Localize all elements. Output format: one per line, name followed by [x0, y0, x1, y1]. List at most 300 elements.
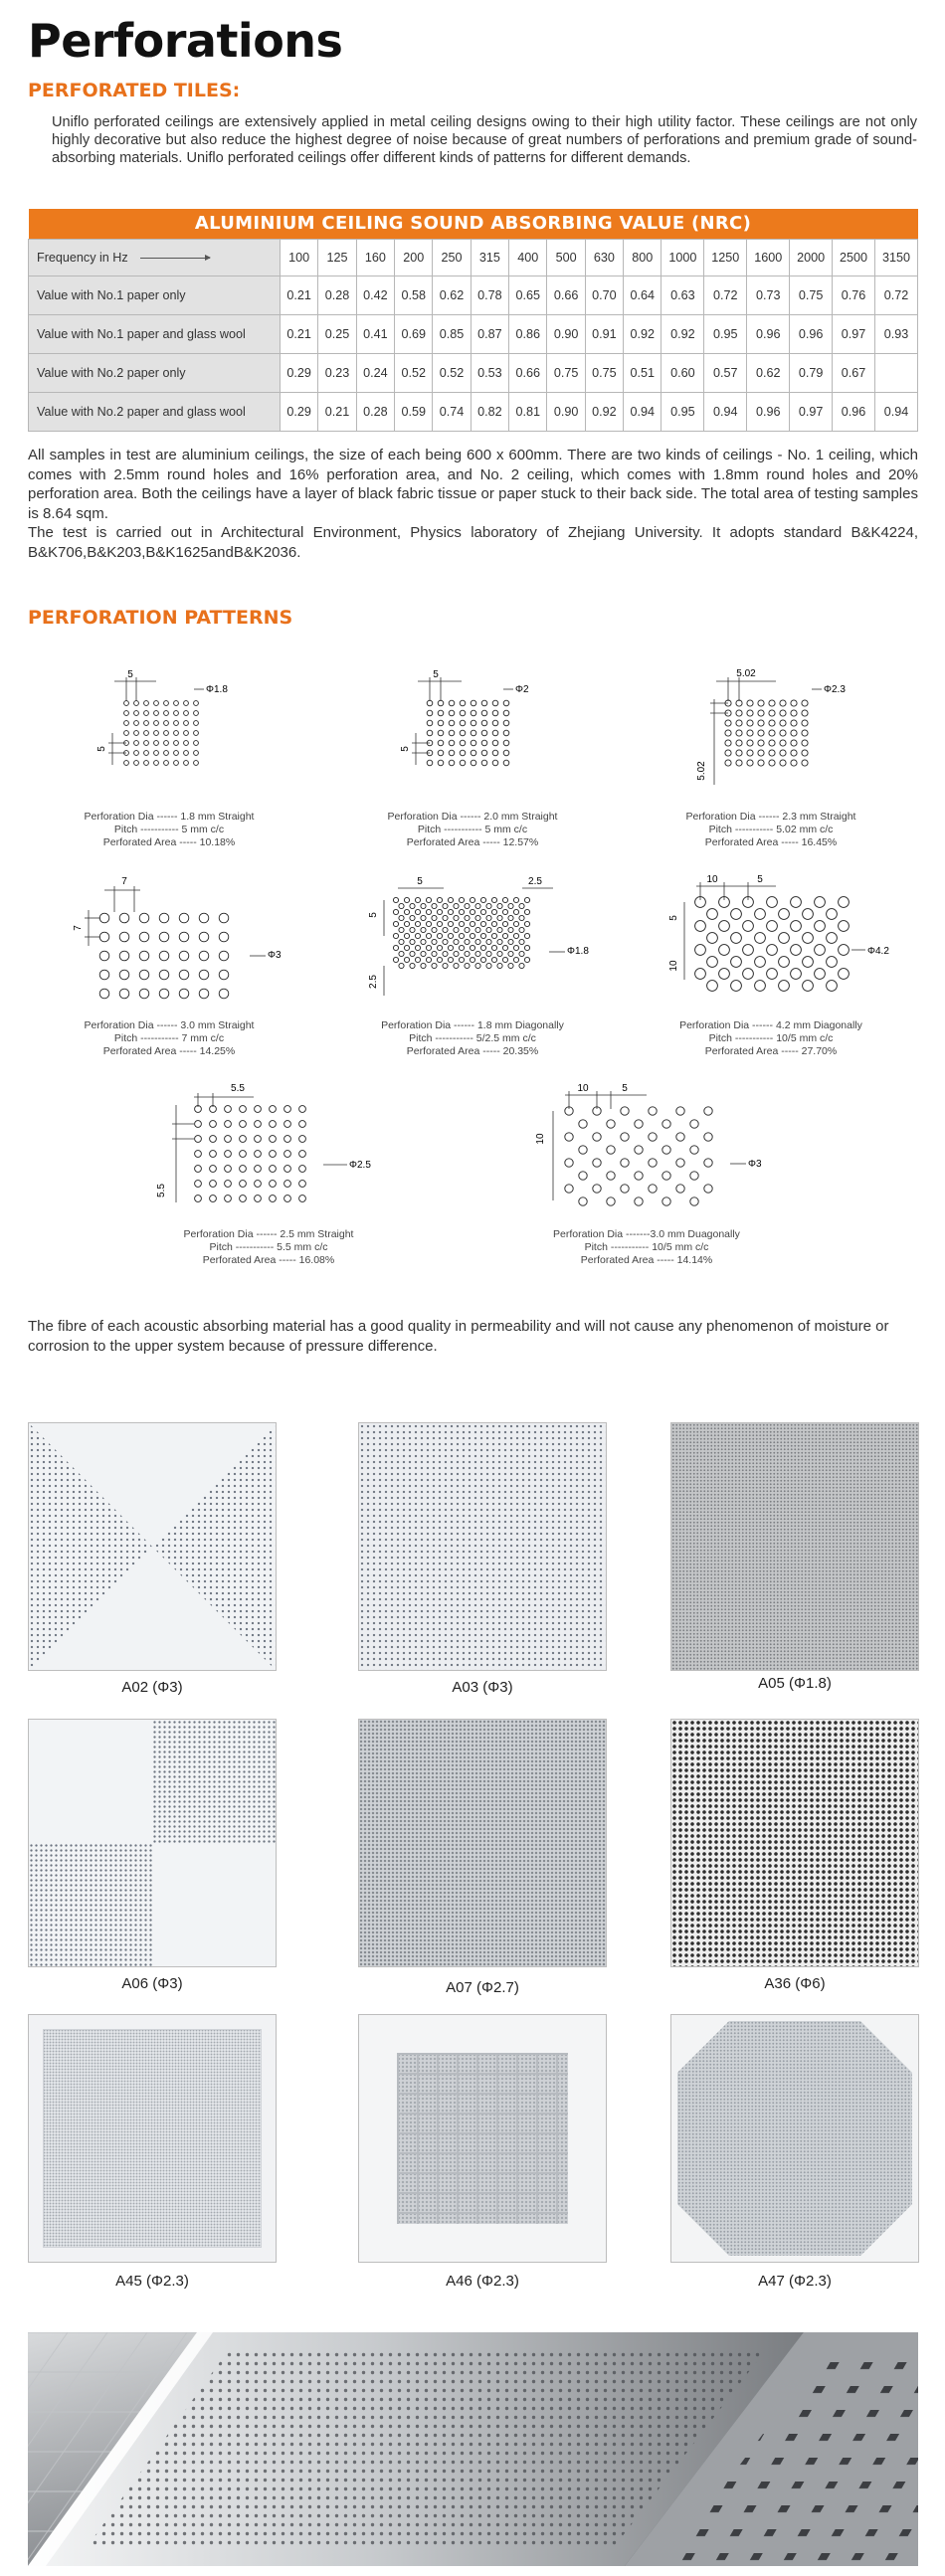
perforation-hole	[475, 939, 480, 944]
perforation-hole	[460, 740, 466, 746]
perforation-hole	[593, 1185, 601, 1193]
perforation-hole	[508, 951, 513, 956]
perforation-hole	[449, 710, 455, 716]
perforation-hole	[502, 933, 507, 938]
perforation-hole	[184, 751, 189, 756]
perforation-hole	[438, 710, 444, 716]
perforation-hole	[404, 897, 409, 902]
perforation-hole	[174, 701, 179, 706]
perforation-hole	[139, 913, 149, 923]
perforation-hole	[779, 933, 790, 944]
perforation-hole	[210, 1121, 217, 1128]
perforation-hole	[144, 731, 149, 736]
perforation-hole	[184, 741, 189, 746]
freq-cell: 2000	[790, 239, 833, 276]
value-cell: 0.94	[874, 392, 917, 431]
perforation-hole	[508, 927, 513, 932]
perforation-hole	[195, 1181, 202, 1188]
perforation-hole	[662, 1197, 670, 1205]
value-cell: 0.64	[624, 276, 662, 314]
perforation-hole	[486, 927, 491, 932]
perforation-hole	[448, 909, 453, 914]
perforation-hole	[519, 915, 524, 920]
perforation-hole	[421, 951, 426, 956]
tile-perforated-area	[677, 2021, 912, 2256]
perforation-hole	[492, 710, 498, 716]
perforation-hole	[219, 989, 229, 999]
perforation-hole	[491, 897, 496, 902]
perforation-hole	[179, 932, 189, 942]
perforation-hole	[565, 1159, 573, 1167]
perforation-hole	[747, 750, 753, 756]
pattern-grid	[55, 661, 284, 811]
perforation-hole	[492, 720, 498, 726]
pattern-grid	[358, 870, 587, 1019]
perforation-hole	[470, 933, 474, 938]
value-cell: 0.66	[509, 353, 547, 392]
perforation-hole	[195, 1196, 202, 1202]
perforation-hole	[210, 1196, 217, 1202]
perforation-hole	[465, 963, 470, 968]
perforation-hole	[802, 750, 808, 756]
perforation-hole	[139, 951, 149, 961]
perforation-hole	[815, 945, 826, 956]
perforation-hole	[164, 741, 169, 746]
value-cell: 0.57	[704, 353, 747, 392]
perforation-hole	[437, 957, 442, 962]
perforation-hole	[225, 1121, 232, 1128]
perforation-hole	[635, 1120, 643, 1128]
perforation-hole	[154, 741, 159, 746]
perforated-panel-photo	[28, 2332, 918, 2566]
perforation-hole	[454, 963, 459, 968]
perforation-hole	[780, 730, 786, 736]
value-cell: 0.29	[281, 392, 318, 431]
perforation-hole	[426, 909, 431, 914]
perforation-hole	[438, 740, 444, 746]
perforation-hole	[194, 701, 199, 706]
perforation-hole	[426, 945, 431, 950]
value-cell: 0.81	[509, 392, 547, 431]
perforation-hole	[747, 710, 753, 716]
perforation-hole	[662, 1120, 670, 1128]
perforation-hole	[780, 760, 786, 766]
perforation-hole	[758, 740, 764, 746]
perforation-hole	[649, 1133, 657, 1141]
value-cell: 0.93	[874, 314, 917, 353]
dim-label: 10	[577, 1083, 589, 1094]
perforation-hole	[690, 1172, 698, 1180]
perforation-hole	[839, 945, 850, 956]
perforation-hole	[284, 1196, 291, 1202]
perforation-hole	[747, 760, 753, 766]
pattern-diagram-2	[358, 661, 587, 849]
test-description	[28, 446, 918, 562]
value-cell: 0.78	[471, 276, 508, 314]
perforation-hole	[524, 897, 529, 902]
perforation-hole	[421, 927, 426, 932]
perforation-hole	[284, 1136, 291, 1143]
perforation-hole	[194, 731, 199, 736]
value-cell: 0.72	[874, 276, 917, 314]
pattern-caption-line: Perforated Area ----- 20.35%	[406, 1045, 539, 1057]
value-cell: 0.52	[395, 353, 433, 392]
value-cell: 0.76	[833, 276, 875, 314]
perforation-hole	[284, 1151, 291, 1158]
tile-image-a45	[28, 2014, 277, 2263]
value-cell: 0.96	[747, 392, 790, 431]
value-cell: 0.85	[433, 314, 471, 353]
perforation-hole	[134, 731, 139, 736]
dim-label: 7	[73, 925, 84, 931]
perforation-hole	[486, 951, 491, 956]
perforation-hole	[393, 945, 398, 950]
perforation-hole	[470, 921, 474, 926]
perforation-hole	[736, 730, 742, 736]
tile-perforated-area	[29, 1843, 152, 1966]
perforation-hole	[471, 700, 476, 706]
perforation-hole	[410, 903, 415, 908]
perforation-hole	[179, 913, 189, 923]
perforation-hole	[621, 1159, 629, 1167]
perforation-hole	[437, 897, 442, 902]
perforation-hole	[399, 963, 404, 968]
perforation-hole	[791, 740, 797, 746]
pattern-grid	[657, 870, 889, 1019]
perforation-hole	[513, 909, 518, 914]
perforation-hole	[492, 700, 498, 706]
value-cell: 0.86	[509, 314, 547, 353]
perforation-hole	[410, 927, 415, 932]
perforation-hole	[284, 1181, 291, 1188]
perforation-hole	[802, 730, 808, 736]
pattern-diagram-6	[657, 870, 889, 1058]
value-cell: 0.23	[318, 353, 356, 392]
perforation-hole	[815, 897, 826, 908]
perforation-hole	[410, 939, 415, 944]
freq-cell: 800	[624, 239, 662, 276]
dim-label: Φ2.5	[349, 1160, 371, 1171]
perforation-hole	[194, 761, 199, 766]
perforation-hole	[404, 957, 409, 962]
perforation-hole	[427, 760, 433, 766]
perforation-hole	[255, 1136, 262, 1143]
perforation-hole	[159, 913, 169, 923]
value-cell: 0.87	[471, 314, 508, 353]
tile-image-a36	[670, 1719, 919, 1967]
perforation-hole	[459, 945, 464, 950]
perforation-hole	[460, 710, 466, 716]
perforation-hole	[460, 730, 466, 736]
pattern-caption-line: Perforated Area ----- 10.18%	[102, 836, 236, 848]
perforation-hole	[465, 927, 470, 932]
pattern-grid	[527, 1079, 766, 1228]
perforation-hole	[802, 720, 808, 726]
perforation-hole	[404, 909, 409, 914]
perforation-hole	[719, 945, 730, 956]
perforation-hole	[124, 711, 129, 716]
perforation-hole	[758, 700, 764, 706]
perforation-hole	[448, 933, 453, 938]
tile-label: A03 (Φ3)	[452, 1679, 513, 1696]
test-paragraph-1: All samples in test are aluminium ceilings, the size of each being 600 x 600mm. There are two kinds of ceilings - No. 1 ceiling, which comes with 2.5mm round holes and 16% perforation area, and No. 2 ceiling, which comes with 1.8mm round holes and 20% perforation area. Both the ceilings have a layer of black fabric tissue or paper stuck to their back side. The total area of testing samples is 8.64 sqm.	[28, 447, 918, 522]
perforation-hole	[449, 740, 455, 746]
perforation-hole	[731, 933, 742, 944]
perforation-hole	[621, 1107, 629, 1115]
perforation-hole	[707, 933, 718, 944]
perforation-hole	[240, 1196, 247, 1202]
perforation-hole	[119, 989, 129, 999]
value-cell: 0.63	[662, 276, 704, 314]
freq-cell: 630	[585, 239, 623, 276]
value-cell: 0.58	[395, 276, 433, 314]
perforation-hole	[497, 915, 502, 920]
pattern-caption-line: Pitch ----------- 7 mm c/c	[113, 1032, 225, 1044]
perforation-hole	[767, 897, 778, 908]
perforation-hole	[410, 915, 415, 920]
perforation-hole	[779, 957, 790, 968]
perforation-hole	[758, 730, 764, 736]
perforation-hole	[736, 720, 742, 726]
perforation-hole	[99, 970, 109, 980]
perforation-hole	[421, 963, 426, 968]
perforation-hole	[471, 750, 476, 756]
table-row	[29, 353, 918, 392]
perforation-hole	[513, 921, 518, 926]
value-cell: 0.75	[547, 353, 585, 392]
perforation-hole	[502, 957, 507, 962]
perforation-hole	[159, 989, 169, 999]
perforation-hole	[459, 909, 464, 914]
perforation-hole	[607, 1197, 615, 1205]
dim-label: 2.5	[368, 975, 379, 989]
freq-cell: 3150	[874, 239, 917, 276]
perforation-hole	[593, 1133, 601, 1141]
perforation-hole	[579, 1146, 587, 1154]
perforation-hole	[399, 939, 404, 944]
perforation-hole	[475, 927, 480, 932]
perforation-hole	[791, 921, 802, 932]
perforation-hole	[725, 730, 731, 736]
perforation-hole	[791, 969, 802, 980]
perforation-hole	[154, 731, 159, 736]
perforation-hole	[454, 951, 459, 956]
dim-label: Φ3	[748, 1159, 762, 1170]
perforation-hole	[438, 760, 444, 766]
perforation-hole	[635, 1172, 643, 1180]
perforation-hole	[502, 945, 507, 950]
perforation-hole	[210, 1136, 217, 1143]
tile-perforated-area	[152, 1720, 276, 1843]
perforation-hole	[144, 761, 149, 766]
perforation-hole	[513, 945, 518, 950]
perforation-hole	[421, 915, 426, 920]
perforation-hole	[649, 1107, 657, 1115]
pattern-grid	[657, 661, 885, 811]
freq-cell: 315	[471, 239, 508, 276]
perforation-hole	[299, 1151, 306, 1158]
perforation-hole	[210, 1166, 217, 1173]
perforation-hole	[676, 1185, 684, 1193]
dim-label: 5.02	[736, 668, 756, 679]
perforation-hole	[758, 760, 764, 766]
perforation-hole	[184, 761, 189, 766]
value-cell: 0.28	[318, 276, 356, 314]
perforation-hole	[480, 921, 485, 926]
perforation-hole	[225, 1166, 232, 1173]
perforation-hole	[767, 969, 778, 980]
perforation-hole	[767, 921, 778, 932]
perforation-hole	[174, 761, 179, 766]
perforation-hole	[240, 1136, 247, 1143]
value-cell: 0.97	[790, 392, 833, 431]
perforation-hole	[174, 751, 179, 756]
fibre-paragraph: The fibre of each acoustic absorbing material has a good quality in permeability and will not cause any phenomenon of moisture or corrosion to the upper system because of pressure difference.	[28, 1318, 889, 1355]
perforation-hole	[503, 710, 509, 716]
value-cell: 0.96	[833, 392, 875, 431]
value-cell: 0.51	[624, 353, 662, 392]
perforation-hole	[502, 897, 507, 902]
perforation-hole	[194, 721, 199, 726]
perforation-hole	[486, 903, 491, 908]
perforation-hole	[404, 945, 409, 950]
value-cell: 0.28	[356, 392, 394, 431]
perforation-hole	[769, 700, 775, 706]
perforation-hole	[443, 939, 448, 944]
perforation-hole	[695, 969, 706, 980]
perforation-hole	[393, 957, 398, 962]
perforation-hole	[676, 1159, 684, 1167]
perforation-hole	[426, 933, 431, 938]
value-cell: 0.21	[281, 276, 318, 314]
tile-perforated-area	[397, 2053, 568, 2224]
perforation-hole	[270, 1181, 277, 1188]
value-cell: 0.60	[662, 353, 704, 392]
perforation-hole	[448, 921, 453, 926]
value-cell: 0.94	[624, 392, 662, 431]
perforation-hole	[284, 1106, 291, 1113]
pattern-caption-line: Perforated Area ----- 27.70%	[704, 1045, 838, 1057]
value-cell: 0.69	[395, 314, 433, 353]
tile-label: A45 (Φ2.3)	[115, 2273, 189, 2290]
pattern-caption-line: Perforated Area ----- 16.08%	[202, 1254, 335, 1266]
perforation-hole	[154, 721, 159, 726]
perforation-hole	[719, 921, 730, 932]
perforation-hole	[475, 915, 480, 920]
pattern-caption-line: Perforation Dia ------ 2.3 mm Straight	[685, 811, 856, 823]
freq-cell: 100	[281, 239, 318, 276]
perforation-hole	[519, 927, 524, 932]
perforation-hole	[270, 1151, 277, 1158]
perforation-hole	[427, 730, 433, 736]
perforation-hole	[255, 1106, 262, 1113]
tile-label: A46 (Φ2.3)	[446, 2273, 519, 2290]
pattern-caption-line: Perforated Area ----- 14.14%	[580, 1254, 713, 1266]
perforation-hole	[480, 945, 485, 950]
perforation-hole	[459, 933, 464, 938]
table-row	[29, 314, 918, 353]
perforation-hole	[410, 963, 415, 968]
perforation-hole	[492, 730, 498, 736]
perforation-hole	[219, 951, 229, 961]
dim-label: 10	[668, 960, 679, 972]
pattern-caption-line: Perforation Dia -------3.0 mm Duagonally	[553, 1228, 740, 1240]
perforation-hole	[404, 921, 409, 926]
tile-label: A47 (Φ2.3)	[758, 2273, 832, 2290]
perforation-hole	[195, 1121, 202, 1128]
perforation-hole	[491, 945, 496, 950]
perforation-hole	[199, 932, 209, 942]
perforation-hole	[524, 957, 529, 962]
perforation-hole	[704, 1159, 712, 1167]
dim-label: 2.5	[528, 876, 542, 887]
perforation-hole	[443, 951, 448, 956]
perforation-hole	[471, 740, 476, 746]
perforation-hole	[421, 903, 426, 908]
perforation-hole	[124, 761, 129, 766]
perforation-hole	[255, 1181, 262, 1188]
value-cell: 0.66	[547, 276, 585, 314]
dim-label: Φ3	[268, 950, 282, 961]
arrow-right-icon	[140, 258, 210, 259]
perforation-hole	[743, 945, 754, 956]
dim-label: 5	[757, 874, 763, 885]
dim-label: 5	[400, 746, 411, 752]
row-label: Value with No.1 paper only	[29, 276, 281, 314]
perforation-hole	[481, 710, 487, 716]
pattern-caption-line: Pitch ----------- 10/5 mm c/c	[584, 1241, 709, 1253]
perforation-hole	[449, 700, 455, 706]
freq-cell: 1250	[704, 239, 747, 276]
perforation-hole	[621, 1133, 629, 1141]
perforation-hole	[164, 731, 169, 736]
perforation-hole	[779, 981, 790, 992]
perforation-hole	[410, 951, 415, 956]
perforation-hole	[470, 945, 474, 950]
perforation-hole	[184, 731, 189, 736]
value-cell: 0.96	[747, 314, 790, 353]
perforation-hole	[139, 932, 149, 942]
perforation-hole	[769, 720, 775, 726]
freq-cell: 500	[547, 239, 585, 276]
perforation-hole	[199, 989, 209, 999]
perforation-hole	[503, 740, 509, 746]
perforation-hole	[139, 989, 149, 999]
freq-cell: 1600	[747, 239, 790, 276]
perforation-hole	[399, 927, 404, 932]
value-cell: 0.73	[747, 276, 790, 314]
perforation-hole	[497, 939, 502, 944]
perforation-hole	[791, 897, 802, 908]
perforation-hole	[524, 909, 529, 914]
perforation-hole	[676, 1107, 684, 1115]
perforation-hole	[471, 720, 476, 726]
perforation-hole	[432, 939, 437, 944]
value-cell: 0.95	[704, 314, 747, 353]
perforation-hole	[497, 927, 502, 932]
perforation-hole	[426, 957, 431, 962]
perforation-hole	[827, 981, 838, 992]
pattern-caption-line: Perforated Area ----- 12.57%	[406, 836, 539, 848]
perforation-hole	[769, 750, 775, 756]
perforation-hole	[99, 989, 109, 999]
perforation-hole	[449, 720, 455, 726]
nrc-table	[28, 209, 918, 432]
pattern-caption-line: Perforation Dia ------ 1.8 mm Diagonally	[381, 1019, 564, 1031]
perforation-hole	[731, 957, 742, 968]
perforation-hole	[144, 741, 149, 746]
dim-label: Φ1.8	[206, 684, 228, 695]
